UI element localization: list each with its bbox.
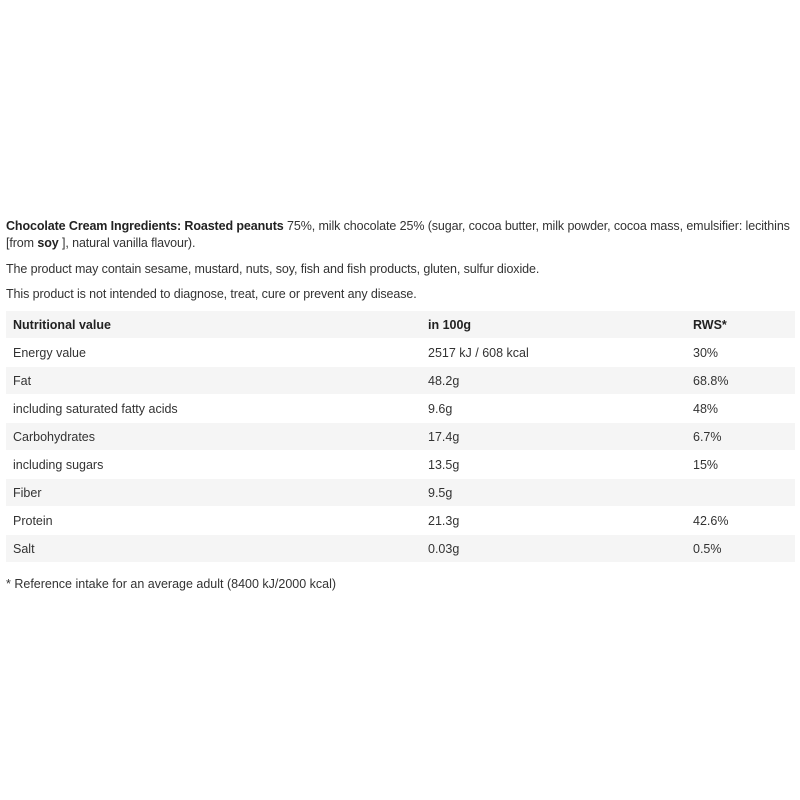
nutrient-value: 9.6g: [421, 395, 686, 423]
nutrient-rws: 0.5%: [686, 535, 795, 563]
main-ingredient: Roasted peanuts: [184, 219, 284, 233]
ingredients-detail-end: ], natural vanilla flavour).: [61, 236, 196, 250]
header-nutritional-value: Nutritional value: [6, 311, 421, 339]
nutrient-name: Energy value: [6, 339, 421, 367]
table-row: [6, 451, 795, 479]
table-row: [6, 339, 795, 367]
table-row: [6, 479, 795, 507]
table-header-row: [6, 311, 795, 339]
disclaimer: This product is not intended to diagnose, treat, cure or prevent any disease.: [6, 287, 417, 301]
ingredients-detail: 75%, milk chocolate 25% (sugar, cocoa butter, milk powder, cocoa mass, emulsifier: lecithins [from: [6, 219, 790, 250]
header-per-100g: in 100g: [421, 311, 686, 339]
nutrient-value: 17.4g: [421, 423, 686, 451]
table-row: [6, 507, 795, 535]
ingredients-text: [6, 218, 796, 252]
nutrient-rws: 42.6%: [686, 507, 795, 535]
allergen-soy: soy: [37, 236, 59, 250]
nutrient-rws: 15%: [686, 451, 795, 479]
nutrient-rws: [686, 479, 795, 507]
nutrition-table: [6, 311, 795, 563]
table-row: [6, 367, 795, 395]
reference-intake-footnote: * Reference intake for an average adult (8400 kJ/2000 kcal): [6, 577, 337, 591]
nutrient-value: 13.5g: [421, 451, 686, 479]
nutrient-name: including saturated fatty acids: [6, 395, 421, 423]
table-row: [6, 395, 795, 423]
nutrient-name: Salt: [6, 535, 421, 563]
nutrient-name: Fat: [6, 367, 421, 395]
nutrient-rws: 30%: [686, 339, 795, 367]
product-info: [6, 218, 796, 606]
nutrient-rws: 48%: [686, 395, 795, 423]
allergy-note: The product may contain sesame, mustard, nuts, soy, fish and fish products, gluten, sulfur dioxide.: [6, 262, 540, 276]
nutrient-value: 21.3g: [421, 507, 686, 535]
nutrient-value: 2517 kJ / 608 kcal: [421, 339, 686, 367]
table-row: [6, 535, 795, 563]
ingredients-label: Chocolate Cream Ingredients:: [6, 219, 182, 233]
header-rws: RWS*: [686, 311, 795, 339]
nutrient-rws: 68.8%: [686, 367, 795, 395]
nutrient-value: 9.5g: [421, 479, 686, 507]
nutrient-name: Carbohydrates: [6, 423, 421, 451]
nutrient-value: 48.2g: [421, 367, 686, 395]
nutrient-rws: 6.7%: [686, 423, 795, 451]
table-row: [6, 423, 795, 451]
nutrient-name: including sugars: [6, 451, 421, 479]
nutrient-name: Protein: [6, 507, 421, 535]
nutrient-value: 0.03g: [421, 535, 686, 563]
nutrient-name: Fiber: [6, 479, 421, 507]
